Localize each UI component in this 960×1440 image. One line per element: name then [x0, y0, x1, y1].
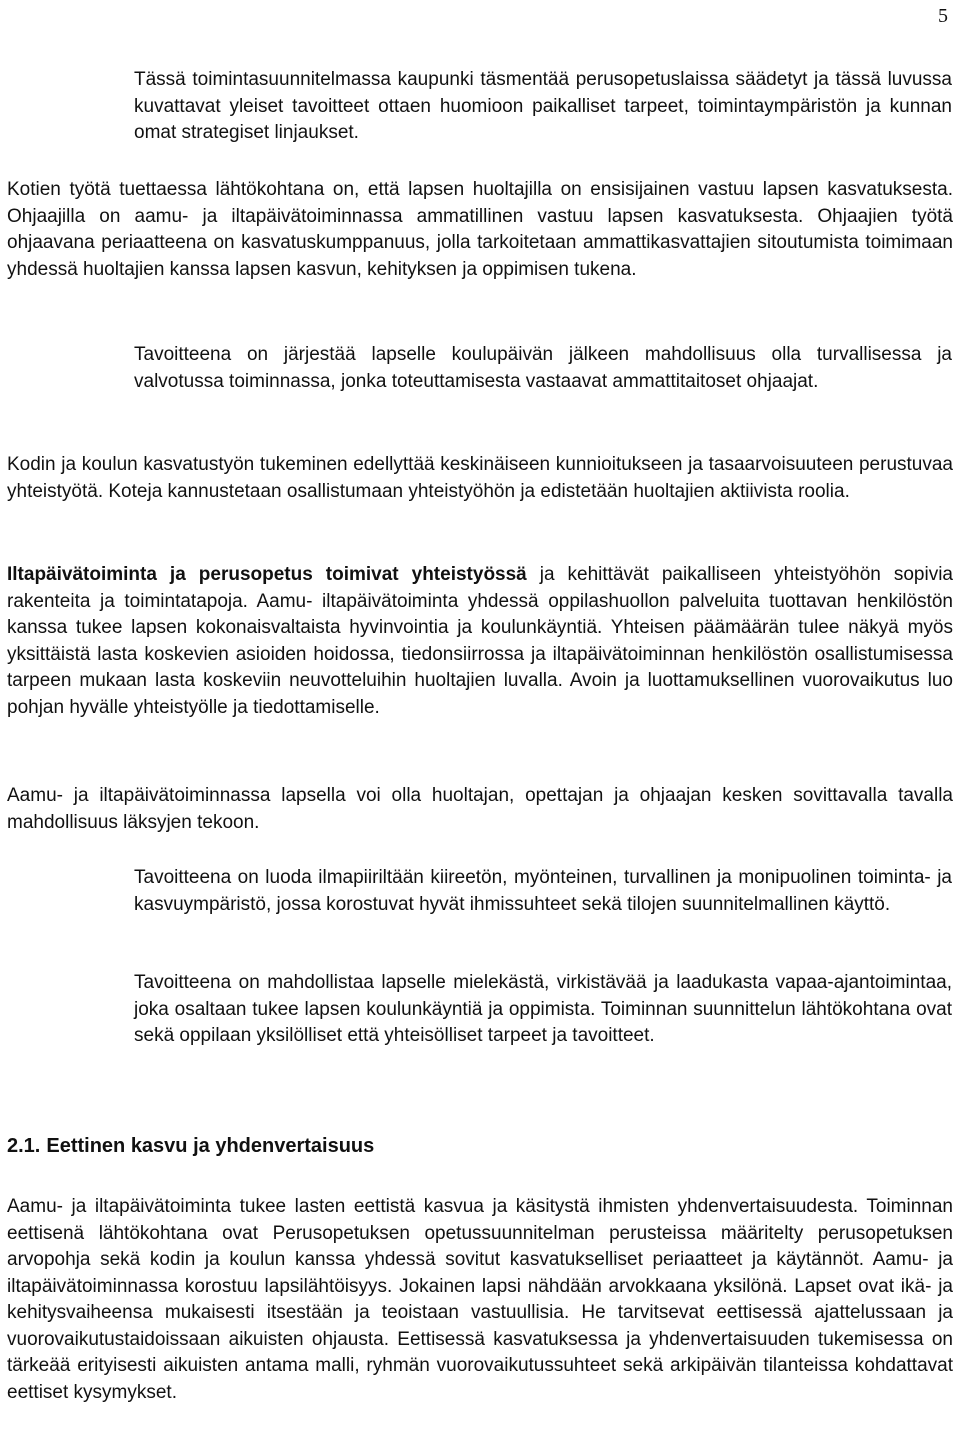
paragraph-environment-goal: Tavoitteena on luoda ilmapiiriltään kiireetön, myönteinen, turvallinen ja monipuolinen toiminta- ja kasvuympäristö, jossa korostuvat hyvät ihmissuhteet sekä tilojen suunnitelmallinen käyttö. — [134, 867, 952, 915]
paragraph-local-goals: Tässä toimintasuunnitelmassa kaupunki täsmentää perusopetuslaissa säädetyt ja tässä luvussa kuvattavat yleiset tavoitteet ottaen huomioon paikalliset tarpeet, toimintaympäristön ja kunnan omat strategiset linjaukset. — [134, 69, 952, 143]
paragraph-collaboration-emphasis: Iltapäivätoiminta ja perusopetus toimivat yhteistyössä — [7, 564, 527, 585]
paragraph-home-support: Kotien työtä tuettaessa lähtökohtana on, että lapsen huoltajilla on ensisijainen vastuu lapsen kasvatuksesta. Ohjaajilla on aamu- ja iltapäivätoiminnassa ammatillinen vastuu lapsen kasvatuksesta. Ohjaajien työtä ohjaavana periaatteena on kasvatuskumppanuus, jolla tarkoitetaan ammattikasvattajien sitoutumista toimimaan yhdessä huoltajien kanssa lapsen kasvun, kehityksen ja oppimisen tukena. — [7, 179, 953, 280]
section-title: Eettinen kasvu ja yhdenvertaisuus — [46, 1135, 375, 1157]
page-number: 5 — [938, 5, 948, 27]
paragraph-home-school-cooperation: Kodin ja koulun kasvatustyön tukeminen edellyttää keskinäiseen kunnioitukseen ja tasaarvoisuuteen perustuvaa yhteistyötä. Koteja kannustetaan osallistumaan yhteistyöhön ja edistetään huoltajien aktiivista roolia. — [7, 454, 953, 502]
paragraph-collaboration — [7, 562, 953, 721]
paragraph-homework: Aamu- ja iltapäivätoiminnassa lapsella voi olla huoltajan, opettajan ja ohjaajan kesken sovittavalla tavalla mahdollisuus läksyjen tekoon. — [7, 785, 953, 833]
paragraph-safe-activity-goal: Tavoitteena on järjestää lapselle koulupäivän jälkeen mahdollisuus olla turvallisessa ja valvotussa toiminnassa, jonka toteuttamisesta vastaavat ammattitaitoset ohjaajat. — [134, 344, 952, 392]
paragraph-leisure-goal: Tavoitteena on mahdollistaa lapselle mielekästä, virkistävää ja laadukasta vapaa-ajantoimintaa, joka osaltaan tukee lapsen koulunkäyntiä ja oppimista. Toiminnan suunnittelun lähtökohtana ovat sekä oppilaan yksilölliset että yhteisölliset tarpeet ja tavoitteet. — [134, 972, 952, 1046]
paragraph-ethical-growth: Aamu- ja iltapäivätoiminta tukee lasten eettistä kasvua ja käsitystä ihmisten yhdenvertaisuudesta. Toiminnan eettisenä lähtökohtana ovat Perusopetuksen opetussuunnitelman perusteissa määritelty perusopetuksen arvopohja sekä kodin ja koulun kanssa yhdessä sovitut kasvatukselliset periaatteet ja käytännöt. Aamu- ja iltapäivätoiminnassa korostuu lapsilähtöisyys. Jokainen lapsi nähdään arvokkaana yksilönä. Lapset ovat ikä- ja kehitysvaiheensa mukaisesti itsestään ja teoistaan vastuullisia. He tarvitsevat eettisessä ajattelussaan ja vuorovaikutustaidoissaan aikuisten ohjausta. Eettisessä kasvatuksessa ja yhdenvertaisuuden tukemisessa on tärkeää erityisesti aikuisten antama malli, ryhmän vuorovaikutussuhteet sekä arkipäivän tilanteissa kohdattavat eettiset kysymykset. — [7, 1196, 953, 1403]
section-heading — [7, 1133, 374, 1159]
section-number: 2.1. — [7, 1135, 41, 1157]
paragraph-collaboration-text: ja kehittävät paikalliseen yhteistyöhön sopivia rakenteita ja toimintatapoja. Aamu- iltapäivätoiminta yhdessä oppilashuollon palveluita tuottavan henkilöstön kanssa tukee lapsen kokonaisvaltaista hyvinvointia ja koulunkäyntiä. Yhteisen päämäärän tulee näkyä myös yksittäistä lasta koskevien asioiden hoidossa, tiedonsiirrossa ja iltapäivätoiminnan henkilöstön osallistumisessa tarpeen mukaan lasta koskeviin neuvotteluihin huoltajien luvalla. Avoin ja luottamuksellinen vuorovaikutus luo pohjan hyvälle yhteistyölle ja tiedottamiselle. — [7, 564, 953, 718]
